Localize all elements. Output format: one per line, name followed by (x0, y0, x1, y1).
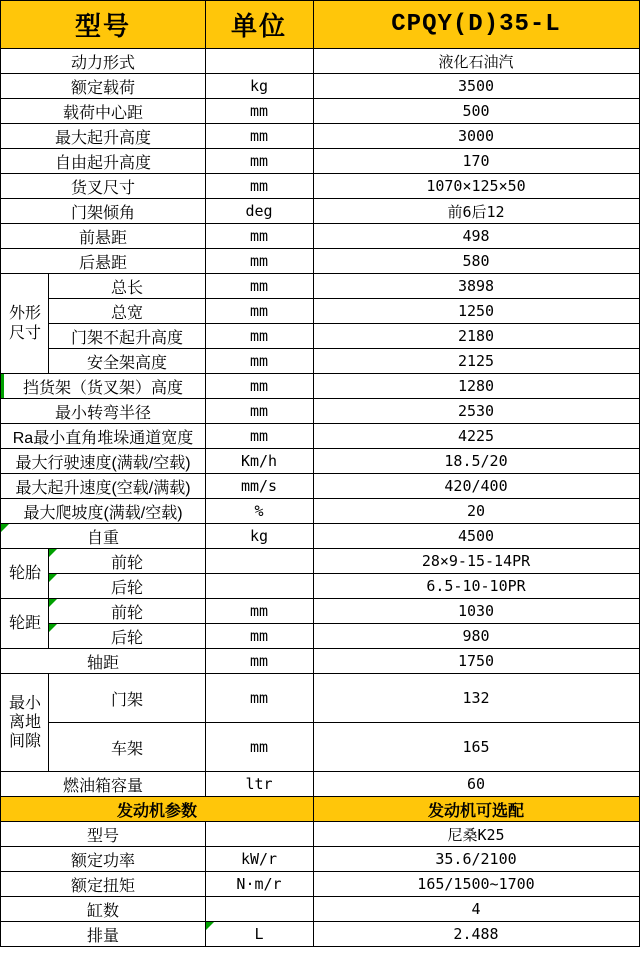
row-label-cell: 最大起升速度(空载/满载) (1, 474, 205, 499)
unit-cell: mm (205, 349, 313, 374)
value-cell: 165/1500~1700 (313, 872, 639, 897)
table-row (1, 124, 639, 149)
unit-cell: mm (205, 399, 313, 424)
value-cell: 1750 (313, 649, 639, 674)
header-model-cell: 型号 (1, 1, 205, 49)
unit-cell (205, 897, 313, 922)
table-row (1, 399, 639, 424)
header-value-cell: CPQY(D)35-L (313, 1, 639, 49)
table-header-row (1, 1, 639, 49)
row-label-cell: 门架 (49, 674, 205, 723)
value-cell: 60 (313, 772, 639, 797)
row-label-cell: 自重 (1, 524, 205, 549)
row-label-cell: 最大行驶速度(满载/空载) (1, 449, 205, 474)
unit-cell: mm (205, 649, 313, 674)
row-label-cell: 排量 (1, 922, 205, 947)
header-unit-cell: 单位 (205, 1, 313, 49)
row-label-cell: 后悬距 (1, 249, 205, 274)
value-cell: 1030 (313, 599, 639, 624)
unit-cell: mm (205, 624, 313, 649)
value-cell: 980 (313, 624, 639, 649)
table-row (1, 174, 639, 199)
unit-cell: mm (205, 299, 313, 324)
table-row (1, 474, 639, 499)
value-cell: 170 (313, 149, 639, 174)
group-label-cell: 外形尺寸 (1, 274, 49, 374)
table-row (1, 922, 639, 947)
row-label-cell: 后轮 (49, 574, 205, 599)
table-row (1, 797, 639, 822)
value-cell: 4225 (313, 424, 639, 449)
value-cell: 液化石油汽 (313, 49, 639, 74)
comment-marker-icon (206, 922, 214, 930)
row-label-cell: 总宽 (49, 299, 205, 324)
row-label-cell: 安全架高度 (49, 349, 205, 374)
row-label-cell: 最小转弯半径 (1, 399, 205, 424)
table-row (1, 199, 639, 224)
row-label-cell: 轴距 (1, 649, 205, 674)
table-row (1, 524, 639, 549)
value-cell: 1070×125×50 (313, 174, 639, 199)
table-row (1, 772, 639, 797)
comment-marker-icon (49, 574, 57, 582)
table-row (1, 499, 639, 524)
unit-cell: mm (205, 99, 313, 124)
value-cell: 20 (313, 499, 639, 524)
row-label-cell: 自由起升高度 (1, 149, 205, 174)
comment-marker-icon (49, 624, 57, 632)
value-cell: 3500 (313, 74, 639, 99)
spec-rows (1, 49, 639, 947)
table-row (1, 897, 639, 922)
value-cell: 3898 (313, 274, 639, 299)
unit-cell: kg (205, 524, 313, 549)
unit-cell (205, 822, 313, 847)
unit-cell: ltr (205, 772, 313, 797)
value-cell: 420/400 (313, 474, 639, 499)
unit-cell: kg (205, 74, 313, 99)
unit-cell: mm (205, 274, 313, 299)
value-cell: 580 (313, 249, 639, 274)
unit-cell: mm (205, 424, 313, 449)
table-row (1, 149, 639, 174)
unit-cell: mm (205, 674, 313, 723)
value-cell: 28×9-15-14PR (313, 549, 639, 574)
table-row (1, 449, 639, 474)
value-cell: 1280 (313, 374, 639, 399)
section-header-left: 发动机参数 (1, 797, 313, 822)
value-cell: 4 (313, 897, 639, 922)
table-row (1, 274, 639, 299)
table-row (1, 99, 639, 124)
row-label-cell: 门架倾角 (1, 199, 205, 224)
unit-cell: mm (205, 723, 313, 772)
value-cell: 132 (313, 674, 639, 723)
comment-marker-icon (49, 549, 57, 557)
unit-cell: mm (205, 124, 313, 149)
table-row (1, 49, 639, 74)
unit-cell: Km/h (205, 449, 313, 474)
table-row (1, 299, 639, 324)
row-label-cell: 车架 (49, 723, 205, 772)
row-label-cell: 门架不起升高度 (49, 324, 205, 349)
value-cell: 500 (313, 99, 639, 124)
row-label-cell: 型号 (1, 822, 205, 847)
row-label-cell: 额定扭矩 (1, 872, 205, 897)
row-label-cell: 前轮 (49, 549, 205, 574)
group-label-cell: 轮胎 (1, 549, 49, 599)
value-cell: 165 (313, 723, 639, 772)
table-row (1, 324, 639, 349)
row-label-cell: Ra最小直角堆垛通道宽度 (1, 424, 205, 449)
unit-cell: % (205, 499, 313, 524)
value-cell: 2530 (313, 399, 639, 424)
table-row (1, 224, 639, 249)
unit-cell: mm (205, 374, 313, 399)
group-label-cell: 轮距 (1, 599, 49, 649)
comment-marker-icon (1, 524, 9, 532)
row-label-cell: 后轮 (49, 624, 205, 649)
row-label-cell: 货叉尺寸 (1, 174, 205, 199)
table-row (1, 649, 639, 674)
value-cell: 498 (313, 224, 639, 249)
unit-cell: mm (205, 174, 313, 199)
unit-cell: mm (205, 599, 313, 624)
section-header-right: 发动机可选配 (313, 797, 639, 822)
row-label-cell: 动力形式 (1, 49, 205, 74)
value-cell: 前6后12 (313, 199, 639, 224)
unit-cell: deg (205, 199, 313, 224)
group-label-cell: 最小离地间隙 (1, 674, 49, 772)
table-row (1, 549, 639, 574)
unit-cell (205, 49, 313, 74)
value-cell: 4500 (313, 524, 639, 549)
table-row (1, 424, 639, 449)
row-label-cell: 前轮 (49, 599, 205, 624)
table-row (1, 624, 639, 649)
value-cell: 6.5-10-10PR (313, 574, 639, 599)
value-cell: 18.5/20 (313, 449, 639, 474)
unit-cell: N·m/r (205, 872, 313, 897)
table-row (1, 674, 639, 723)
value-cell: 1250 (313, 299, 639, 324)
table-row (1, 74, 639, 99)
value-cell: 3000 (313, 124, 639, 149)
table-row (1, 349, 639, 374)
unit-cell: mm (205, 149, 313, 174)
table-row (1, 822, 639, 847)
table-row (1, 872, 639, 897)
row-label-cell: 额定载荷 (1, 74, 205, 99)
table-row (1, 374, 639, 399)
row-label-cell: 燃油箱容量 (1, 772, 205, 797)
unit-cell (205, 549, 313, 574)
row-label-cell: 总长 (49, 274, 205, 299)
unit-cell: mm/s (205, 474, 313, 499)
unit-cell: mm (205, 249, 313, 274)
table-row (1, 574, 639, 599)
comment-marker-icon (49, 599, 57, 607)
row-label-cell: 前悬距 (1, 224, 205, 249)
row-label-cell: 载荷中心距 (1, 99, 205, 124)
row-label-cell: 挡货架（货叉架）高度 (1, 374, 205, 399)
unit-cell: L (205, 922, 313, 947)
unit-cell: kW/r (205, 847, 313, 872)
value-cell: 2180 (313, 324, 639, 349)
table-row (1, 847, 639, 872)
value-cell: 2.488 (313, 922, 639, 947)
row-label-cell: 额定功率 (1, 847, 205, 872)
unit-cell: mm (205, 224, 313, 249)
value-cell: 35.6/2100 (313, 847, 639, 872)
table-row (1, 599, 639, 624)
table-row (1, 249, 639, 274)
unit-cell (205, 574, 313, 599)
value-cell: 2125 (313, 349, 639, 374)
table-row (1, 723, 639, 772)
row-label-cell: 最大爬坡度(满载/空载) (1, 499, 205, 524)
unit-cell: mm (205, 324, 313, 349)
row-label-cell: 缸数 (1, 897, 205, 922)
row-label-cell: 最大起升高度 (1, 124, 205, 149)
value-cell: 尼桑K25 (313, 822, 639, 847)
